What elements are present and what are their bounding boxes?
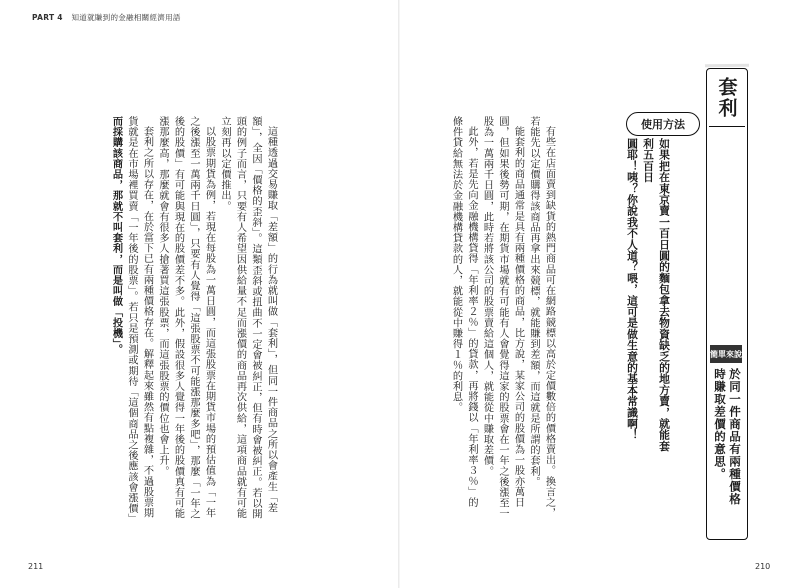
right-page-number: 210: [755, 562, 771, 571]
body-line: 之後漲至一萬兩千日圓」，只要有人覺得「這張股票不可能漲那麼多吧」，那麼「一年之: [188, 116, 199, 520]
usage-example: [624, 138, 672, 456]
body-line: 股為一萬兩千日圓，此時若將該公司的股票賣給這個人，就能從中賺取差價。: [481, 116, 493, 477]
term-title: 套利: [715, 77, 738, 119]
body-line: 貨就是在市場裡買賣「一年後的股票」。若只是預測或期待「這個商品之後應該會漲價」: [126, 116, 137, 525]
running-header: [32, 12, 181, 23]
title-box-shadow: [705, 64, 749, 68]
body-line: 套利之所以存在，在於當下已有兩種價格存在。解釋起來雖然有點複雜，不過股票期: [141, 126, 153, 519]
usage-badge: 使用方法: [626, 112, 700, 136]
example-line: 圓耶！咦？你說我不人道？喂，這可是做生意的基本常識啊！: [626, 138, 639, 441]
body-line: 這種透過交易賺取「差額」的行為就叫做「套利」，但同一件商品之所以會產生「差: [265, 126, 277, 514]
body-line: 漲那麼高，那麼就會有很多人搶著買這張股票，而這張股票的價位也會上升。: [157, 116, 168, 477]
chapter-title: 知道就賺到的金融相關經濟用語: [71, 13, 181, 22]
book-spine: [398, 0, 400, 588]
right-body-text: [448, 116, 557, 519]
example-line: 如果把在東京賣一百日圓的麵包拿去物資缺乏的地方賣，就能套利五百日: [642, 138, 671, 452]
left-body-text: [108, 116, 279, 530]
body-line: 以股票期貨為例，若現在每股為一萬日圓，而這張股票在期貨市場的預估值為「一年: [203, 126, 215, 519]
body-line: 若能先以定價購得該商品再拿出來競標，就能賺到差額，而這就是所謂的套利。: [528, 116, 539, 487]
body-line: 頭的例子而言，只要有人希望因供給量不足而漲價的商品再次供給，這項商品就有可能: [234, 116, 246, 519]
body-line: 有些在店面賣到缺貨的熱門商品可在網路競標以高於定價數倍的價格賣出。換言之，: [543, 126, 555, 519]
body-line: 立刻再以定價推出。: [219, 116, 230, 212]
definition-line: 時賺取差價的意思。: [713, 368, 727, 481]
definition-line: 於同一件商品有兩種價格: [728, 368, 742, 506]
body-line: 此外，若是先向金融機構貸得「年利率２％」的貸款，再將錢以「年利率３％」的: [466, 126, 477, 508]
part-label: PART 4: [32, 13, 63, 22]
body-line: 額」，全因「價格的歪斜」。這類歪斜或扭曲不一定會被糾正，但有時會被糾正。若以開: [250, 116, 261, 520]
body-line: 能套利的商品通常是具有兩種價格的商品，比方說，某家公司的股價為一股亦萬日: [512, 126, 524, 508]
simple-definition: [712, 368, 742, 528]
left-page-number: 211: [28, 562, 44, 571]
body-line-emphasis: 而採購該商品，那就不叫套利，而是叫做「投機」。: [110, 116, 122, 355]
term-title-bar: [709, 70, 745, 127]
simple-label: 簡單來說: [710, 345, 742, 363]
body-line: 後的股價」有可能與現在的股價差不多。此外，假設很多人覺得一年後的股價真有可能: [172, 116, 184, 519]
body-line: 圓，但如果後勢可期，在期貨市場就有可能有人會覺得這家的股票會在一年之後漲至一: [497, 116, 508, 519]
body-line: 條件貸給無法於金融機構貸款的人，就能從中賺得１％的利息。: [450, 116, 462, 413]
